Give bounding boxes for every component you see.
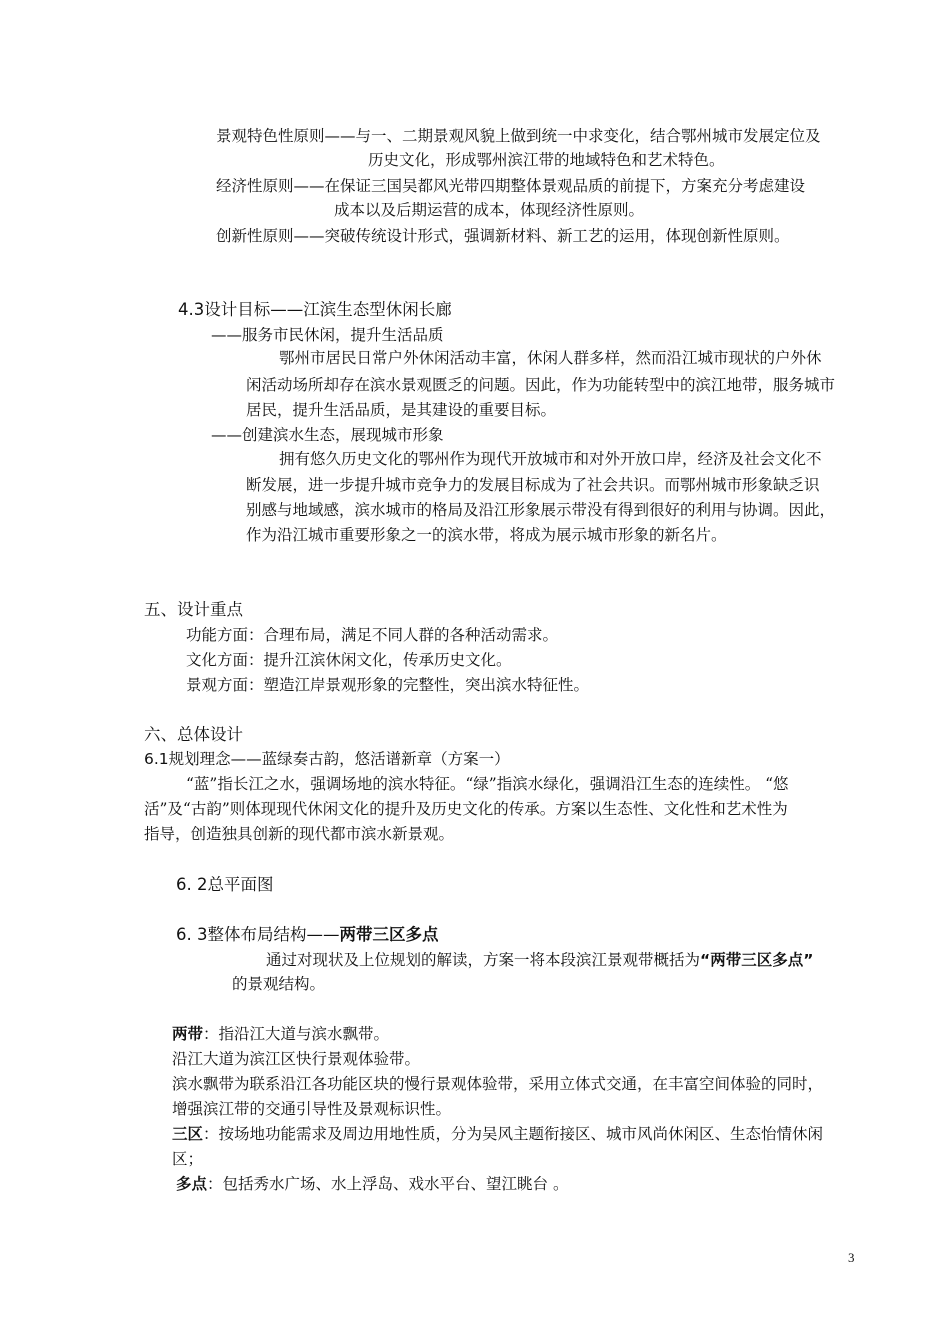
goal-p2-line3: 别感与地域感，滨水城市的格局及沿江形象展示带没有得到很好的利用与协调。因此， <box>246 501 836 519</box>
goal-p2-line1: 拥有悠久历史文化的鄂州作为现代开放城市和对外开放口岸，经济及社会文化不 <box>279 450 822 468</box>
concept-line2: 活”及“古韵”则体现现代休闲文化的提升及历史文化的传承。方案以生态性、文化性和艺术性为 <box>144 800 788 818</box>
layout-title-bold: 两带三区多点 <box>339 925 439 944</box>
principle-innovation-label: 创新性原则—— <box>216 227 325 245</box>
three-zones-label: 三区 <box>172 1125 204 1143</box>
road-line: 沿江大道为滨江区快行景观体验带。 <box>172 1050 421 1068</box>
principle-economy <box>216 174 805 198</box>
two-belts <box>172 1022 389 1046</box>
page-number: 3 <box>848 1250 855 1265</box>
layout-paragraph-bold: “两带三区多点” <box>700 951 814 969</box>
three-zones-line2: 区； <box>172 1150 204 1168</box>
ribbon-line2: 增强滨江带的交通引导性及景观标识性。 <box>172 1100 452 1118</box>
goal-p2-line2: 断发展，进一步提升城市竞争力的发展目标成为了社会共识。而鄂州城市形象缺乏识 <box>246 476 820 494</box>
layout-paragraph <box>266 948 813 972</box>
multi-points <box>176 1172 568 1196</box>
goal-p1-line3: 居民，提升生活品质，是其建设的重要目标。 <box>246 401 557 419</box>
plan-title: 6. 2总平面图 <box>176 875 274 894</box>
principle-economy-label: 经济性原则—— <box>216 177 325 195</box>
layout-title <box>176 923 439 947</box>
layout-paragraph-text: 通过对现状及上位规划的解读，方案一将本段滨江景观带概括为 <box>266 951 701 969</box>
concept-title: 6.1规划理念——蓝绿奏古韵，悠活谱新章（方案一） <box>144 750 510 768</box>
overall-title: 六、总体设计 <box>144 725 243 744</box>
principle-landscape <box>216 124 821 148</box>
concept-line3: 指导，创造独具创新的现代都市滨水新景观。 <box>144 825 455 843</box>
principle-landscape-line2: 历史文化，形成鄂州滨江带的地域特色和艺术特色。 <box>368 151 725 169</box>
goal-p1-line1: 鄂州市居民日常户外休闲活动丰富，休闲人群多样，然而沿江城市现状的户外休 <box>279 349 822 367</box>
layout-paragraph-line2: 的景观结构。 <box>232 975 326 993</box>
layout-title-prefix: 6. 3整体布局结构—— <box>176 925 340 944</box>
concept-line1: “蓝”指长江之水，强调场地的滨水特征。“绿”指滨水绿化，强调沿江生态的连续性。 “悠 <box>186 775 789 793</box>
principle-economy-line2: 成本以及后期运营的成本，体现经济性原则。 <box>334 201 645 219</box>
two-belts-label: 两带 <box>172 1025 204 1043</box>
goal-sub1: ——服务市民休闲，提升生活品质 <box>211 326 444 344</box>
principle-economy-text: 在保证三国吴都风光带四期整体景观品质的前提下，方案充分考虑建设 <box>324 177 806 195</box>
principle-innovation-text: 突破传统设计形式，强调新材料、新工艺的运用，体现创新性原则。 <box>324 227 790 245</box>
ribbon-line1: 滨水飘带为联系沿江各功能区块的慢行景观体验带，采用立体式交通，在丰富空间体验的同时， <box>172 1075 824 1093</box>
three-zones <box>172 1122 823 1146</box>
principle-landscape-label: 景观特色性原则—— <box>216 127 356 145</box>
goal-title: 4.3设计目标——江滨生态型休闲长廊 <box>178 300 452 319</box>
key-point-item3: 景观方面：塑造江岸景观形象的完整性，突出滨水特征性。 <box>186 676 590 694</box>
goal-p1-line2: 闲活动场所却存在滨水景观匮乏的问题。因此，作为功能转型中的滨江地带，服务城市 <box>246 376 836 394</box>
multi-points-label: 多点 <box>176 1175 208 1193</box>
principle-landscape-text: 与一、二期景观风貌上做到统一中求变化，结合鄂州城市发展定位及 <box>355 127 821 145</box>
principle-innovation <box>216 224 790 248</box>
goal-p2-line4: 作为沿江城市重要形象之一的滨水带，将成为展示城市形象的新名片。 <box>246 526 727 544</box>
key-points-title: 五、设计重点 <box>144 600 243 619</box>
two-belts-text: ：指沿江大道与滨水飘带。 <box>203 1025 390 1043</box>
key-point-item2: 文化方面：提升江滨休闲文化，传承历史文化。 <box>186 651 512 669</box>
three-zones-text: ：按场地功能需求及周边用地性质，分为吴风主题衔接区、城市风尚休闲区、生态怡情休闲 <box>203 1125 824 1143</box>
multi-points-text: ：包括秀水广场、水上浮岛、戏水平台、望江眺台 。 <box>207 1175 569 1193</box>
goal-sub2: ——创建滨水生态，展现城市形象 <box>211 426 444 444</box>
key-point-item1: 功能方面：合理布局，满足不同人群的各种活动需求。 <box>186 626 559 644</box>
